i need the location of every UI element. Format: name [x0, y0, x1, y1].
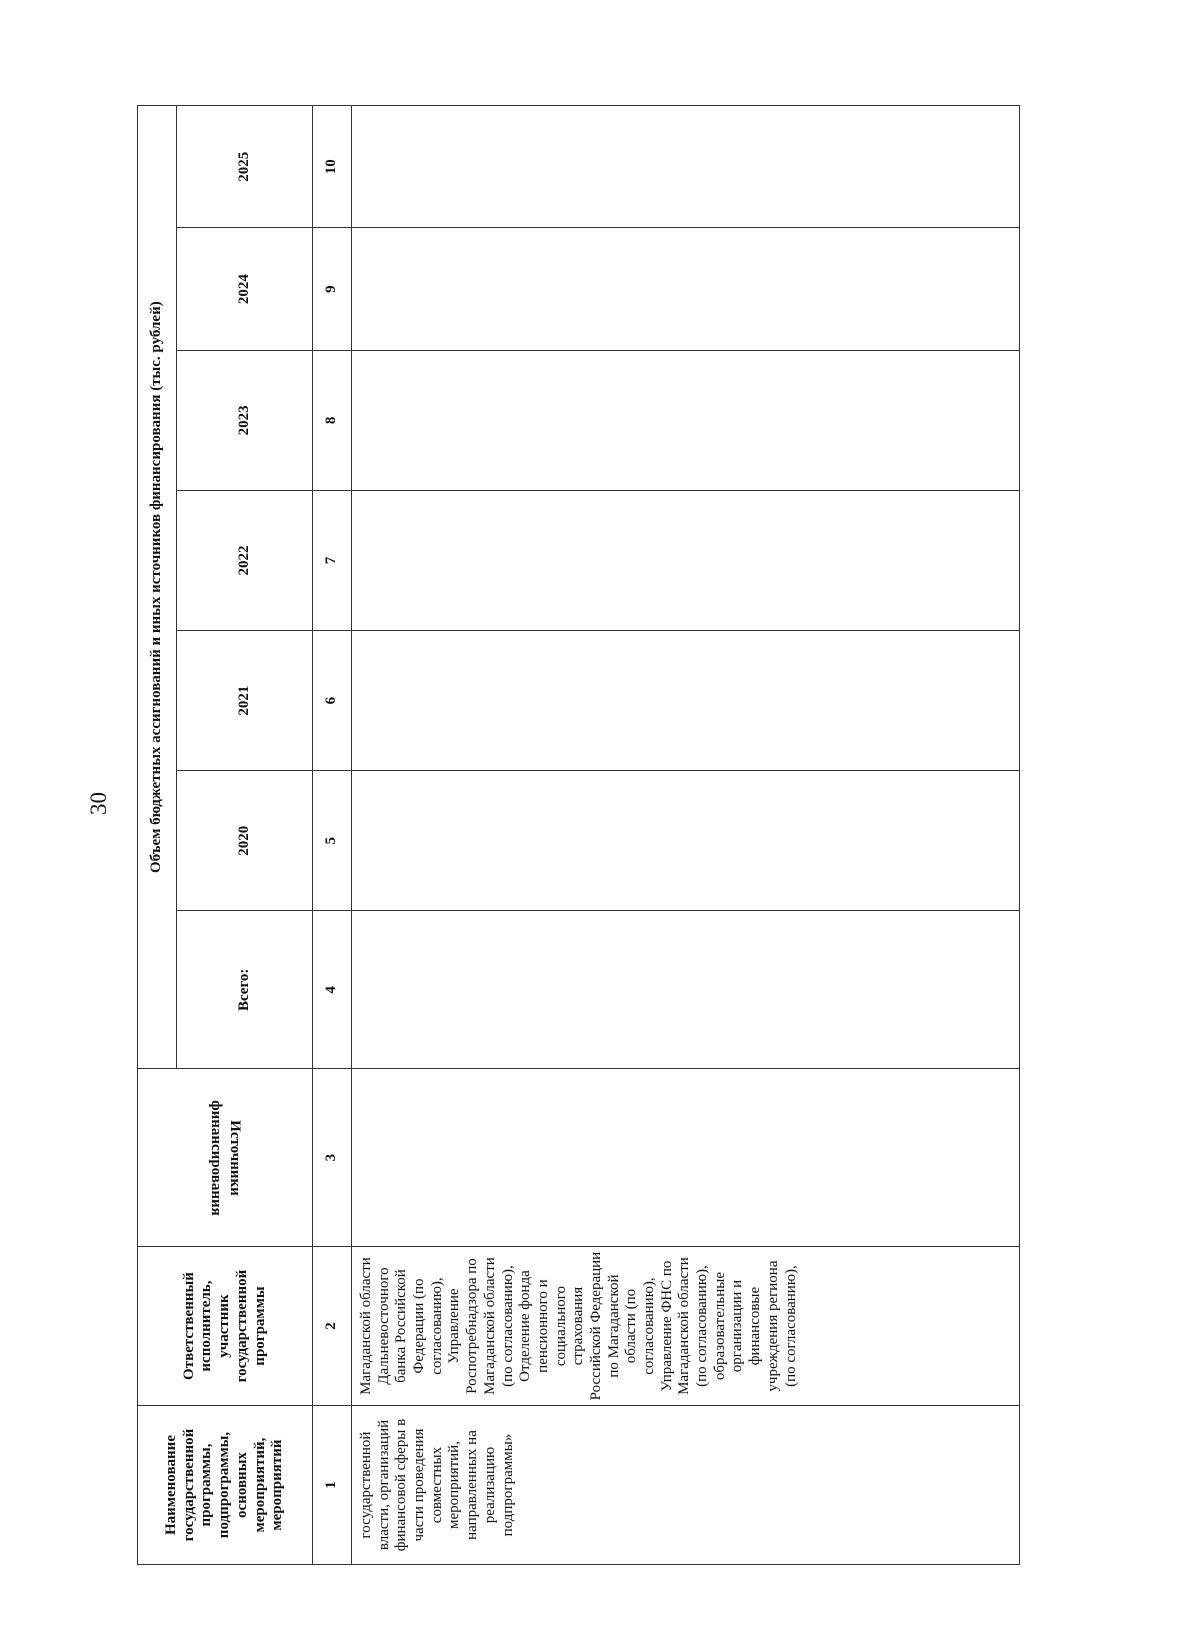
- column-number: 3: [313, 1069, 352, 1247]
- header-col-sources: [138, 1069, 313, 1247]
- rotated-table-wrapper: [137, 105, 1057, 1565]
- column-number: 8: [313, 350, 352, 490]
- row-name-cell: [352, 1406, 1020, 1565]
- column-number: 1: [313, 1406, 352, 1565]
- column-number: 5: [313, 771, 352, 911]
- header-group-funding: Объем бюджетных ассигнований и иных источников финансирования (тыс. рублей): [138, 106, 177, 1069]
- header-year-2023: 2023: [177, 350, 313, 490]
- row-total-cell: [352, 911, 1020, 1069]
- column-number: 6: [313, 631, 352, 771]
- row-name-text: государственной власти, организаций финансовой сферы в части проведения совместных мероприятий, направленных на реализацию подпрограммы»: [358, 1418, 516, 1552]
- header-year-2025: 2025: [177, 106, 313, 228]
- table-row: [352, 106, 1020, 1565]
- financing-table: [137, 105, 1020, 1565]
- column-number: 9: [313, 228, 352, 350]
- sources-line-2: финансирования: [208, 1099, 224, 1216]
- row-2024-cell: [352, 228, 1020, 350]
- row-2022-cell: [352, 490, 1020, 630]
- column-number: 10: [313, 106, 352, 228]
- row-2023-cell: [352, 350, 1020, 490]
- header-col-name-text: Наименование государственной программы, подпрограммы, основных мероприятий, мероприятий: [163, 1428, 286, 1542]
- row-executor-cell: [352, 1247, 1020, 1406]
- page-number: 30: [86, 792, 111, 815]
- column-number: 4: [313, 911, 352, 1069]
- header-year-2020: 2020: [177, 771, 313, 911]
- header-col-executor: [138, 1247, 313, 1406]
- column-number: 2: [313, 1247, 352, 1406]
- header-year-2021: 2021: [177, 631, 313, 771]
- header-col-executor-text: Ответственный исполнитель, участник государственной программы: [180, 1269, 268, 1383]
- row-sources-cell: [352, 1069, 1020, 1247]
- header-year-2024: 2024: [177, 228, 313, 350]
- header-col-name: [138, 1406, 313, 1565]
- row-executor-text: Магаданской области Дальневосточного банка Российской Федерации (по согласованию), Управление Роспотребнадзора по Магаданской области (по согласованию), Отделение фонда пенсионного и социального страхования Российской Федерации по Магаданской области (по согласованию), Управление ФНС по Магаданской области (по согласованию), образовательные организации и финансовые учреждения региона (по согласованию),: [358, 1251, 799, 1401]
- header-year-2022: 2022: [177, 490, 313, 630]
- row-2025-cell: [352, 106, 1020, 228]
- column-number-row: [313, 106, 352, 1565]
- header-year-total: Всего:: [177, 911, 313, 1069]
- column-number: 7: [313, 490, 352, 630]
- row-2020-cell: [352, 771, 1020, 911]
- header-col-sources-text: [206, 1100, 244, 1216]
- sources-line-1: Источники: [226, 1119, 243, 1196]
- row-2021-cell: [352, 631, 1020, 771]
